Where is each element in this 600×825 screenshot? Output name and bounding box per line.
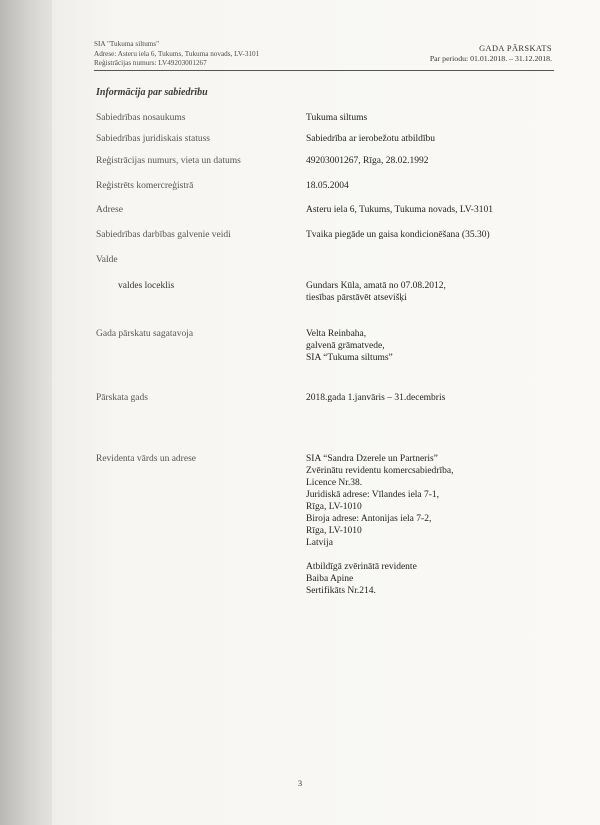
report-header	[430, 44, 552, 64]
row-value: 2018.gada 1.janvāris – 31.decembris	[306, 393, 446, 403]
row-value: 49203001267, Rīga, 28.02.1992	[306, 156, 429, 166]
row-label: Reģistrēts komercreģistrā	[96, 181, 194, 191]
row-label: Gada pārskatu sagatavoja	[96, 329, 194, 339]
company-address: Adrese: Asteru iela 6, Tukums, Tukuma novads, LV-3101	[94, 49, 260, 58]
row-value: SIA “Sandra Dzerele un Partneris” Zvērinātu revidentu komercsabiedrība, Licence Nr.38. Juridiskā adrese: Vīlandes iela 7-1, Rīga, LV-1010 Biroja adrese: Antonijas iela 7-2, Rīga, LV-1010 Latvija Atbildīgā zvērinātā revidente Baiba Apine Sertifikāts Nr.214.	[306, 454, 454, 596]
section-title: Informācija par sabiedrību	[96, 87, 208, 98]
row-label: Sabiedrības darbības galvenie veidi	[96, 230, 231, 240]
row-label: valdes loceklis	[118, 281, 175, 291]
company-name: SIA "Tukuma siltums"	[94, 40, 160, 48]
header-divider	[94, 70, 554, 71]
row-value: Gundars Kūla, amatā no 07.08.2012, tiesības pārstāvēt atsevišķi	[306, 281, 446, 303]
row-value: Asteru iela 6, Tukums, Tukuma novads, LV-3101	[306, 205, 493, 215]
row-label: Revidenta vārds un adrese	[96, 454, 196, 464]
row-value: Velta Reinbaha, galvenā grāmatvede, SIA “Tukuma siltums”	[306, 329, 393, 363]
row-label: Valde	[96, 255, 118, 265]
row-value: Tvaika piegāde un gaisa kondicionēšana (35.30)	[306, 230, 490, 240]
row-value: Sabiedrība ar ierobežotu atbildību	[306, 134, 435, 144]
row-label: Sabiedrības nosaukums	[96, 113, 186, 123]
row-label: Adrese	[96, 205, 123, 215]
row-value: Tukuma siltums	[306, 113, 368, 123]
page-number: 3	[297, 778, 303, 788]
row-label: Sabiedrības juridiskais statuss	[96, 134, 210, 144]
report-period: Par periodu: 01.01.2018. – 31.12.2018.	[429, 54, 552, 63]
row-label: Reģistrācijas numurs, vieta un datums	[96, 156, 241, 166]
company-header	[94, 40, 259, 69]
company-registration: Reģistrācijas numurs: LV49203001267	[94, 59, 207, 68]
row-value: 18.05.2004	[306, 181, 349, 191]
row-label: Pārskata gads	[96, 393, 148, 403]
report-title: GADA PĀRSKATS	[479, 44, 552, 53]
